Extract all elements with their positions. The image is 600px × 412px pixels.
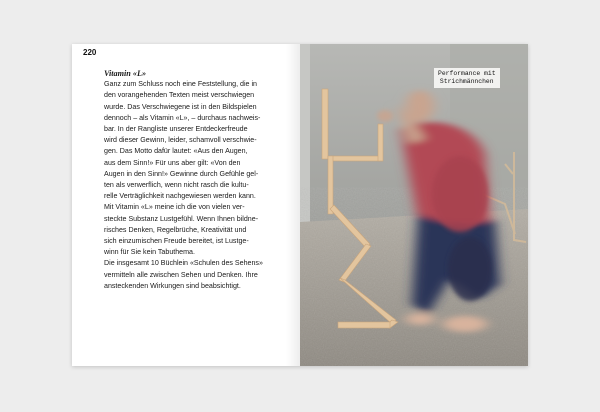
text-line: risches Denken, Regelbrüche, Kreativität und: [104, 225, 247, 234]
text-line: gen. Das Motto dafür lautet: «Aus den Augen,: [104, 147, 248, 156]
left-page: [72, 44, 300, 366]
caption-line: Strichmännchen: [439, 78, 494, 85]
text-line: Augen in den Sinn!» Gewinne durch Gefühle gel-: [104, 169, 259, 178]
text-line: ten als verwerflich, wenn nicht rasch die kultu-: [104, 181, 249, 190]
text-line: den vorangehenden Texten meist verschwiegen: [104, 91, 255, 100]
book-spread: [72, 44, 528, 366]
text-line: relle Verträglichkeit nachgewiesen werden kann.: [104, 192, 256, 201]
body-text: [104, 68, 288, 292]
page-number: 220: [83, 48, 97, 57]
text-line: wird dieser Gewinn, leider, schamvoll verschwie-: [104, 136, 257, 145]
section-heading: Vitamin «L»: [104, 69, 147, 78]
text-line: sich einzumischen Freude bereitet, ist Lustge-: [104, 237, 249, 246]
text-line: vermitteln alle zwischen Sehen und Denken. Ihre: [104, 270, 258, 279]
caption-line: Performance mit: [438, 70, 496, 77]
text-line: Die insgesamt 10 Büchlein «Schulen des Sehens»: [104, 259, 263, 268]
text-line: Mit Vitamin «L» meine ich die von vielen ver-: [104, 203, 245, 212]
performance-photo: [300, 44, 528, 366]
text-line: bar. In der Rangliste unserer Entdeckerfreude: [104, 125, 248, 134]
text-line: ansteckenden Wirkungen sind beabsichtigt.: [104, 281, 241, 290]
text-line: Ganz zum Schluss noch eine Feststellung, die in: [104, 80, 257, 89]
text-line: steckte Substanz Lustgefühl. Wenn Ihnen bildne-: [104, 214, 259, 223]
photo-caption: [434, 68, 500, 88]
text-line: winn für Sie kein Tabuthema.: [104, 248, 195, 257]
text-line: wurde. Das Verschwiegene ist in den Bildspielen: [104, 102, 257, 111]
right-page: [300, 44, 528, 366]
text-line: dennoch – als Vitamin «L», – durchaus nachweis-: [104, 113, 261, 122]
text-line: aus dem Sinn!» Für uns aber gilt: «Von den: [104, 158, 241, 167]
